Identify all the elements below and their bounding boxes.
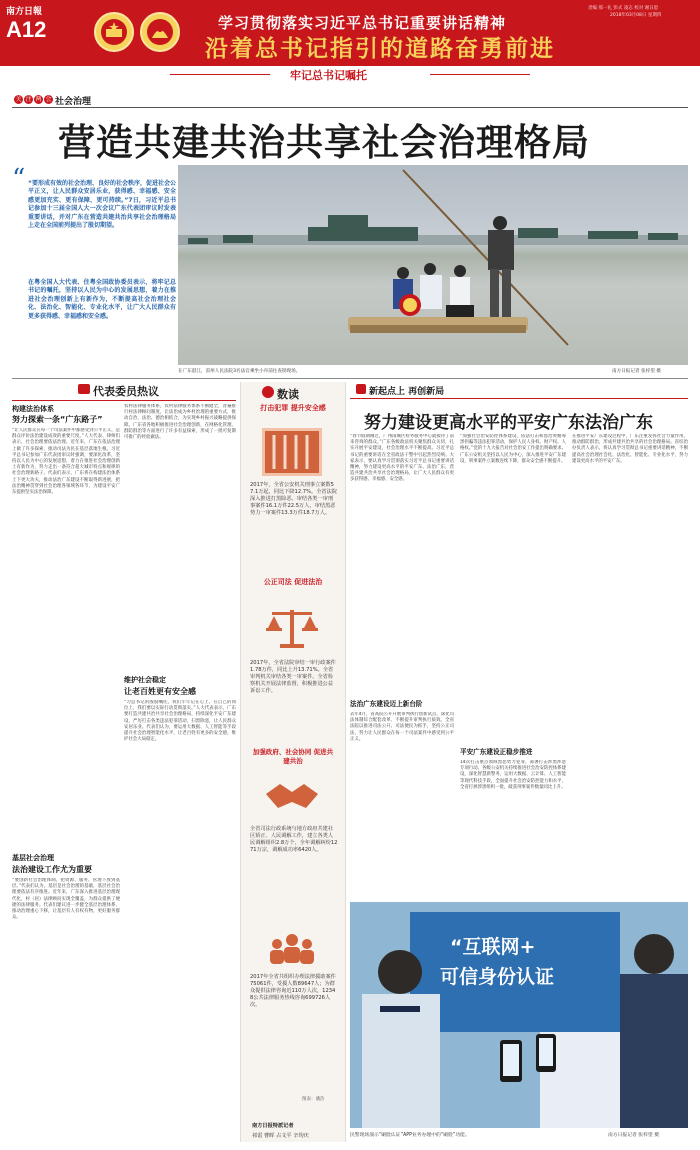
data-label-badge [262,386,274,398]
right-article-title: 努力建设更高水平的平安广东法治广东 [364,413,653,433]
right-article-tag: 新起点上 再创新局 [369,387,445,397]
section-badge-char: 关 [15,96,22,103]
paper-name: 南方日報 [6,7,43,17]
screen-text-line2: 可信身份认证 [440,966,555,988]
people-group-icon [268,932,316,968]
col2-body: “习总书记的殷殷嘱托，我们牢牢记在心上。在自己的岗位上，我们要以实际行动贯彻落实。”人大代表表示，广东要打造共建共治共享社会治理格局，持续深化平安广东建设，严厉打击各类违法犯罪活动，扫黑除恶，让人民群众安居乐业。代表们认为，要运用大数据、人工智能等手段提升社会治理智能化水平，让老百姓有更多的安全感，维护社会大局稳定。 [124,700,236,743]
section-badge-char: 两 [35,96,42,103]
quote-mark-icon: “ [12,164,26,194]
screen-text-line1: “互联网+ [450,936,536,958]
sub-banner-right-rule [430,74,530,75]
sub-banner-left-rule [170,74,270,75]
section-rule [12,107,688,108]
handshake-icon [262,774,322,818]
photo-boat-credit: 南方日报记者 张梓望 摄 [612,369,661,374]
col1-heading-rule [12,400,236,401]
col1-body: “让人民群众在每一个司法案件中都感受到公平正义，是群众评价法治建设成效的重要尺度。”人大代表、律师们表示，社会治理要依法治理。近年来，广东在依法治理上做了许多探索，推动司法为民在基层落地生根。习近平总书记参加广东代表团审议时强调，要深化改革，坚持以人民为中心的发展思想，着力在推进社会治理创新上有新作为，努力走出一条符合超大城市特点和规律的社会治理新路子。代表们表示，广东将在构建法治体系上下更大功夫，推动法治广东建设不断取得新进展，把法治精神贯穿到社会治理各领域各环节，为建设平安广东提供坚实法治保障。 [12,428,120,496]
slogan-main: 沿着总书记指引的道路奋勇前进 [205,35,555,62]
col1-heading: 代表委员热议 [93,385,159,398]
national-emblem-icon [94,12,134,52]
col1-subheading-line: 法治建设工作尤为重要 [12,865,92,874]
photo-face-auth-caption: 民警现场演示“刷脸认证”APP业务办理中的“刷脸”功能。 [350,1133,470,1138]
box3-title: 加强政府、社会协同 促进共建共治 [252,748,334,765]
col2-subheading-line: 让老百姓更有安全感 [124,687,196,696]
box1-title: 打击犯罪 提升安全感 [260,404,326,412]
section-divider [12,378,688,379]
reporter-names: 祁雷 曹晖 占文平 辛均庆 [252,1133,309,1139]
new-start-icon [356,384,366,394]
col1-subheading-line: 努力探索一条“广东路子” [12,415,103,424]
lead-block [12,166,177,366]
section-badge-char: 注 [25,96,32,103]
right-body: “加强社会治安防控体系建设，依法打击和惩治黄赌毒黑拐骗等违法犯罪活动，保护人民人身权、财产权、人格权。”党的十九大报告对社会治安工作提出明确要求。广东公安机关坚持以人民为中心，深入推进平安广东建设，刑事案件立案数连续下降，群众安全感不断提升。 [460,434,566,464]
lead-paragraph: “要形成有效的社会治理、良好的社会秩序，促进社会公平正义，让人民群众安居乐业，获得感、幸福感、安全感更加充实、更有保障、更可持续。”7日，习近平总书记参加十三届全国人大一次会议广东代表团审议时发表重要讲话，并对广东在营造共建共治共享社会治理格局上走在全国前列提出了殷切期望。 [28,180,176,230]
box2-text: 2017年，全省法院审结一审行政案件1.78万件，同比上升13.71%。全省审判机关审结各类一审案件。全省检察机关开展法律监督，积极推进公益诉讼工作。 [250,660,336,694]
photo-boat-caption: 在广东湛江，雷州人民法院3名法官乘坐小舟前往查勘现场。 [178,369,301,374]
slogan-top: 学习贯彻落实习近平总书记重要讲话精神 [218,14,507,32]
right-subheading: 法治广东建设迈上新台阶 [350,700,423,708]
right-body: 在推进平安广东建设过程中，广东注重发挥社会力量作用，推动群防群治，形成共建共治共享的社会治理格局。省综治办负责人表示，将认真学习贯彻总书记重要讲话精神，不断提高社会治理社会化、法治化、智能化、专业化水平，努力建设更高水平的平安广东。 [572,434,688,464]
sub-banner: 牢记总书记嘱托 [290,69,367,82]
right-body: 去年4月，省高院公开开展审判执行创新试点，深化司法体制综合配套改革，不断提升审判执行质效。全省法院以推进司法公开、司法便民为抓手，坚持公正司法，努力让人民群众在每一个司法案件中感受到公平正义。 [350,712,454,742]
issue-date: 2018年03月08日 星期四 [610,13,662,18]
congress-emblem-icon [140,12,180,52]
graphic-credit: 图表：潘浩 [302,1097,325,1102]
box1-text: 2017年，全省公安机关刑事立案数57.1万起，同比下降12.7%。全省法院深入推进打黑除恶、审结各类一审刑事案件16.1万件22.5万人，审结黑恶势力一审案件13.3万件18.7万人。 [250,482,337,516]
col1-body: “要创新社会治理体制，把资源、服务、管理下放到基层。”代表们认为，基层是社会治理的基础，基层社会治理要依法有序推进。近年来，广东深入推进基层治理现代化，村（居）法律顾问实现全覆盖，为群众提供了便捷的法律服务。代表们建议进一步健全基层治理体系，推动治理重心下移，让基层有人有权有物，更好服务群众。 [12,878,120,921]
editor-info: 责编 那一礼 彭式 凌志 校对 谢日恩 [588,6,659,11]
section-badge-char: 会 [45,96,52,103]
photo-boat [178,165,688,365]
speech-bubble-icon [78,384,90,394]
right-article-rule [350,398,688,399]
right-body: “春节假期刚过，广州雨城区检务服务中心就接待了前来咨询的群众。”广东各级政法机关聚焦群众关切，扎实开展平安建设，社会治理水平不断提高。习近平总书记的重要讲话在全省政法干警中引起热烈反响。大家表示，要认真学习贯彻落实习近平总书记重要讲话精神，努力建设更高水平的平安广东、法治广东，营造共建共治共享社会治理格局，让广大人民群众有更多获得感、幸福感、安全感。 [350,434,454,483]
reporter-label: 南方日报特派记者 [252,1123,294,1129]
scales-of-justice-icon [262,604,322,652]
box3-text: 全省司法行政系统与地方政府共建社区矫正、人民调解工作，建立各类人民调解组织2.8万个，全年调解纠纷1271万宗，调解成功率6420人。 [250,826,338,853]
prison-bars-icon [262,428,322,476]
box2-title: 公正司法 促进法治 [263,578,323,586]
box4-text: 2017年全省共组织办理法律援助案件75061件，受援人数89647人；为群众提供法律咨询近110万人次，12348公共法律服务热线咨询699726人次。 [250,974,336,1008]
page-number: A12 [6,17,47,42]
section-name: 社会治理 [55,97,92,107]
col2-subheading: 维护社会稳定 [124,676,166,684]
lead-paragraph: 在粤全国人大代表、住粤全国政协委员表示，将牢记总书记的嘱托，坚持以人民为中心的发展思想，着力在推进社会治理创新上有新作为，不断提高社会治理社会化、法治化、智能化、专业化水平，让广大人民群众有更多获得感、幸福感和安全感。 [28,279,176,320]
right-body: 14次打击重点领域黑恶势力犯罪，部署打击涉黑涉恶专项行动。各级公安机关持续推进社会治安防控体系建设，深化智慧新警务，运用大数据、云计算、人工智能等现代科技手段，全面提升社会治安防控能力和水平，全省打掉涉黑组织一批，破获刑事案件数量同比上升。 [460,760,566,790]
right-subheading: 平安广东建设正稳步推进 [460,748,533,756]
photo-face-auth-credit: 南方日报记者 张梓望 摄 [608,1133,660,1138]
data-label: 数读 [277,388,299,401]
col1-subheading: 基层社会治理 [12,854,54,862]
col2-body: 农村法律服务体系，农村法律服务体系不断健全，普遍推行村法律顾问制度，让法治成为乡村治理的重要方式，推动自治、法治、德治相结合，为实现乡村振兴战略提供保障。广东省各地积极推进社会治理创新，在网格化管理、群防群治等方面进行了许多有益探索，形成了一批可复制可推广的经验做法。 [124,404,236,441]
col1-subheading: 构建法治体系 [12,405,54,413]
section-badge [14,95,53,104]
main-headline: 营造共建共治共享社会治理格局 [58,120,590,164]
photo-face-auth [350,902,688,1128]
